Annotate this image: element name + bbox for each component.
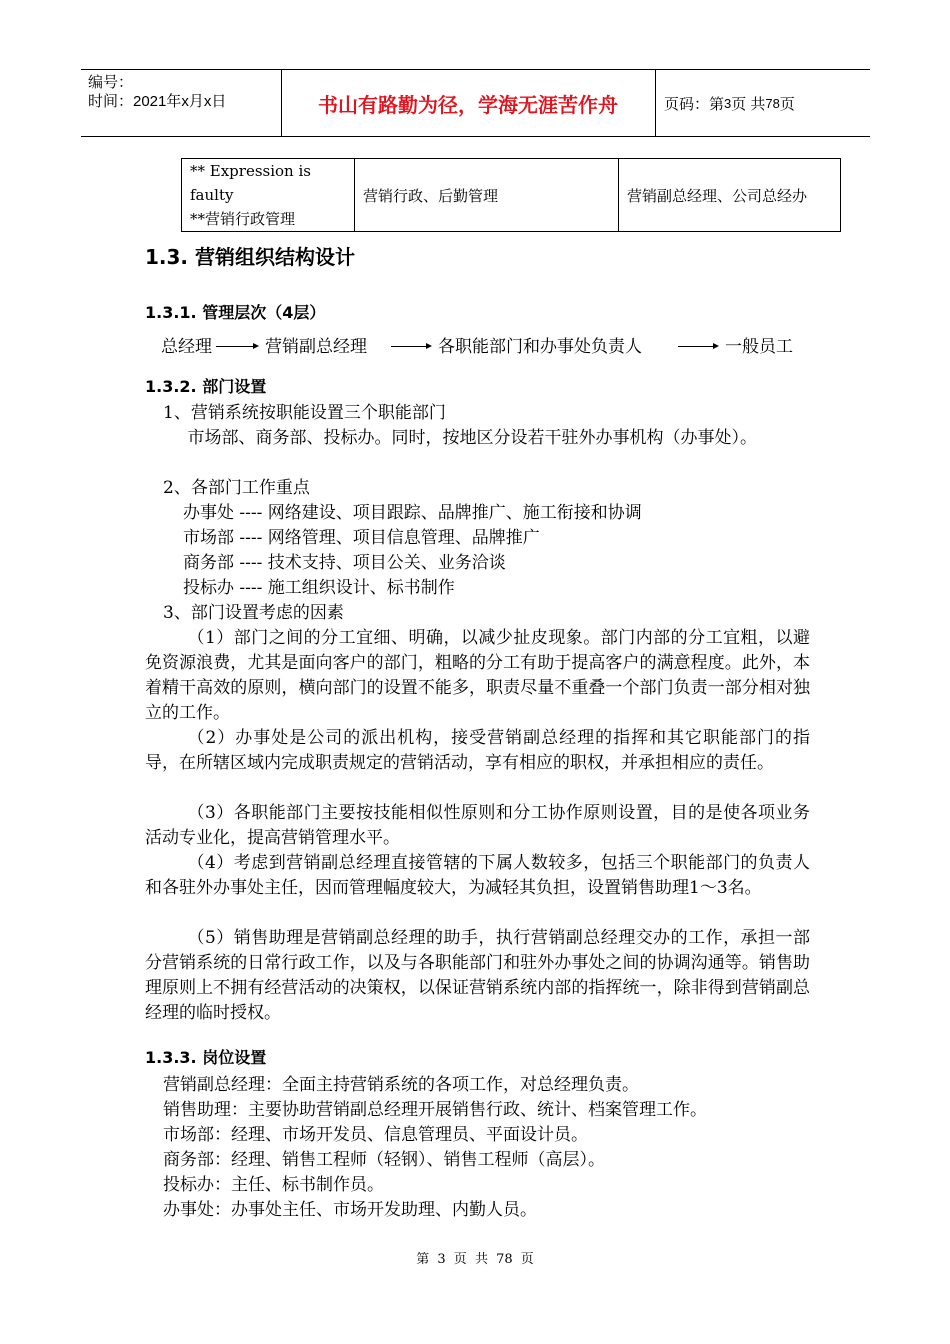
footer-gong: 共 (474, 1252, 488, 1267)
department-focus-item: 市场部 ---- 网络管理、项目信息管理、品牌推广 (183, 528, 540, 548)
page-footer (0, 1248, 950, 1267)
list-item-heading: 2、各部门工作重点 (163, 478, 310, 498)
footer-page-number: 3 (437, 1252, 446, 1267)
table-cell: 营销副总经理、公司总经办 (619, 159, 841, 232)
position-item: 销售助理：主要协助营销副总经理开展销售行政、统计、档案管理工作。 (163, 1100, 707, 1120)
paragraph: 市场部、商务部、投标办。同时，按地区分设若干驻外办事机构（办事处）。 (187, 428, 757, 448)
responsibility-table (181, 158, 841, 232)
position-item: 营销副总经理：全面主持营销系统的各项工作，对总经理负责。 (163, 1075, 639, 1095)
department-focus-item: 商务部 ---- 技术支持、项目公关、业务洽谈 (183, 553, 506, 573)
flow-step-marketing-vp: 营销副总经理 (265, 337, 367, 357)
factor-paragraph: （4）考虑到营销副总经理直接管辖的下属人数较多，包括三个职能部门的负责人和各驻外办事处主任，因而管理幅度较大，为减轻其负担，设置销售助理1～3名。 (145, 853, 810, 898)
factor-paragraph: （3）各职能部门主要按技能相似性原则和分工协作原则设置，目的是使各项业务活动专业化，提高营销管理水平。 (145, 803, 810, 848)
position-item: 商务部：经理、销售工程师（轻钢）、销售工程师（高层）。 (163, 1150, 605, 1170)
page-prefix: 页码：第 (664, 95, 725, 113)
table-cell (182, 159, 355, 232)
table-row (182, 159, 841, 232)
factor-paragraph: （2）办事处是公司的派出机构，接受营销副总经理的指挥和其它职能部门的指导，在所辖区域内完成职责规定的营销活动，享有相应的职权，并承担相应的责任。 (145, 728, 810, 773)
arrow-right-icon (216, 346, 254, 347)
header-divider (655, 70, 656, 136)
factor-paragraph: （5）销售助理是营销副总经理的助手，执行营销副总经理交办的工作，承担一部分营销系统的日常行政工作，以及与各职能部门和驻外办事处之间的协调沟通等。销售助理原则上不拥有经营活动的决策权，以保证营销系统内部的指挥统一，除非得到营销副总经理的临时授权。 (145, 928, 810, 1023)
position-item: 投标办：主任、标书制作员。 (163, 1175, 384, 1195)
page-suffix: 页 (779, 95, 795, 113)
flow-step-department-heads: 各职能部门和办事处负责人 (438, 337, 642, 357)
footer-ye: 页 (520, 1252, 534, 1267)
flow-step-general-manager: 总经理 (161, 337, 212, 357)
position-item: 市场部：经理、市场开发员、信息管理员、平面设计员。 (163, 1125, 588, 1145)
footer-total-pages: 78 (496, 1252, 513, 1267)
header-motto: 书山有路勤为径，学海无涯苦作舟 (318, 92, 618, 117)
department-focus-item: 投标办 ---- 施工组织设计、标书制作 (183, 578, 455, 598)
header-page-info (664, 70, 795, 136)
document-time-label: 时间：2021年x月x日 (88, 93, 227, 110)
document-number-label: 编号： (88, 74, 134, 91)
list-item-heading: 1、营销系统按职能设置三个职能部门 (163, 403, 446, 423)
section-heading-1-3: 1.3. 营销组织结构设计 (145, 245, 355, 269)
list-item-heading: 3、部门设置考虑的因素 (163, 603, 344, 623)
footer-ye: 页 (453, 1252, 467, 1267)
table-cell-line: ** Expression is faulty (190, 162, 311, 204)
page-mid: 页 共 (731, 95, 766, 113)
section-heading-1-3-3: 1.3.3. 岗位设置 (145, 1048, 267, 1067)
factor-paragraph: （1）部门之间的分工宜细、明确，以减少扯皮现象。部门内部的分工宜粗，以避免资源浪费，尤其是面向客户的部门，粗略的分工有助于提高客户的满意程度。此外，本着精干高效的原则，横向部门的设置不能多，职责尽量不重叠一个部门负责一部分相对独立的工作。 (145, 628, 810, 723)
arrow-right-icon (391, 346, 427, 347)
section-heading-1-3-2: 1.3.2. 部门设置 (145, 377, 267, 396)
header-meta (88, 73, 226, 111)
section-heading-1-3-1: 1.3.1. 管理层次（4层） (145, 303, 326, 322)
flow-step-general-staff: 一般员工 (725, 337, 793, 357)
arrow-right-icon (678, 346, 714, 347)
footer-di: 第 (416, 1252, 430, 1267)
department-focus-item: 办事处 ---- 网络建设、项目跟踪、品牌推广、施工衔接和协调 (183, 503, 642, 523)
page-header (81, 69, 870, 137)
current-page-number: 3 (724, 95, 732, 111)
table-cell-line: **营销行政管理 (190, 210, 296, 228)
position-item: 办事处：办事处主任、市场开发助理、内勤人员。 (163, 1200, 537, 1220)
table-cell: 营销行政、后勤管理 (355, 159, 619, 232)
total-pages-number: 78 (765, 95, 780, 111)
